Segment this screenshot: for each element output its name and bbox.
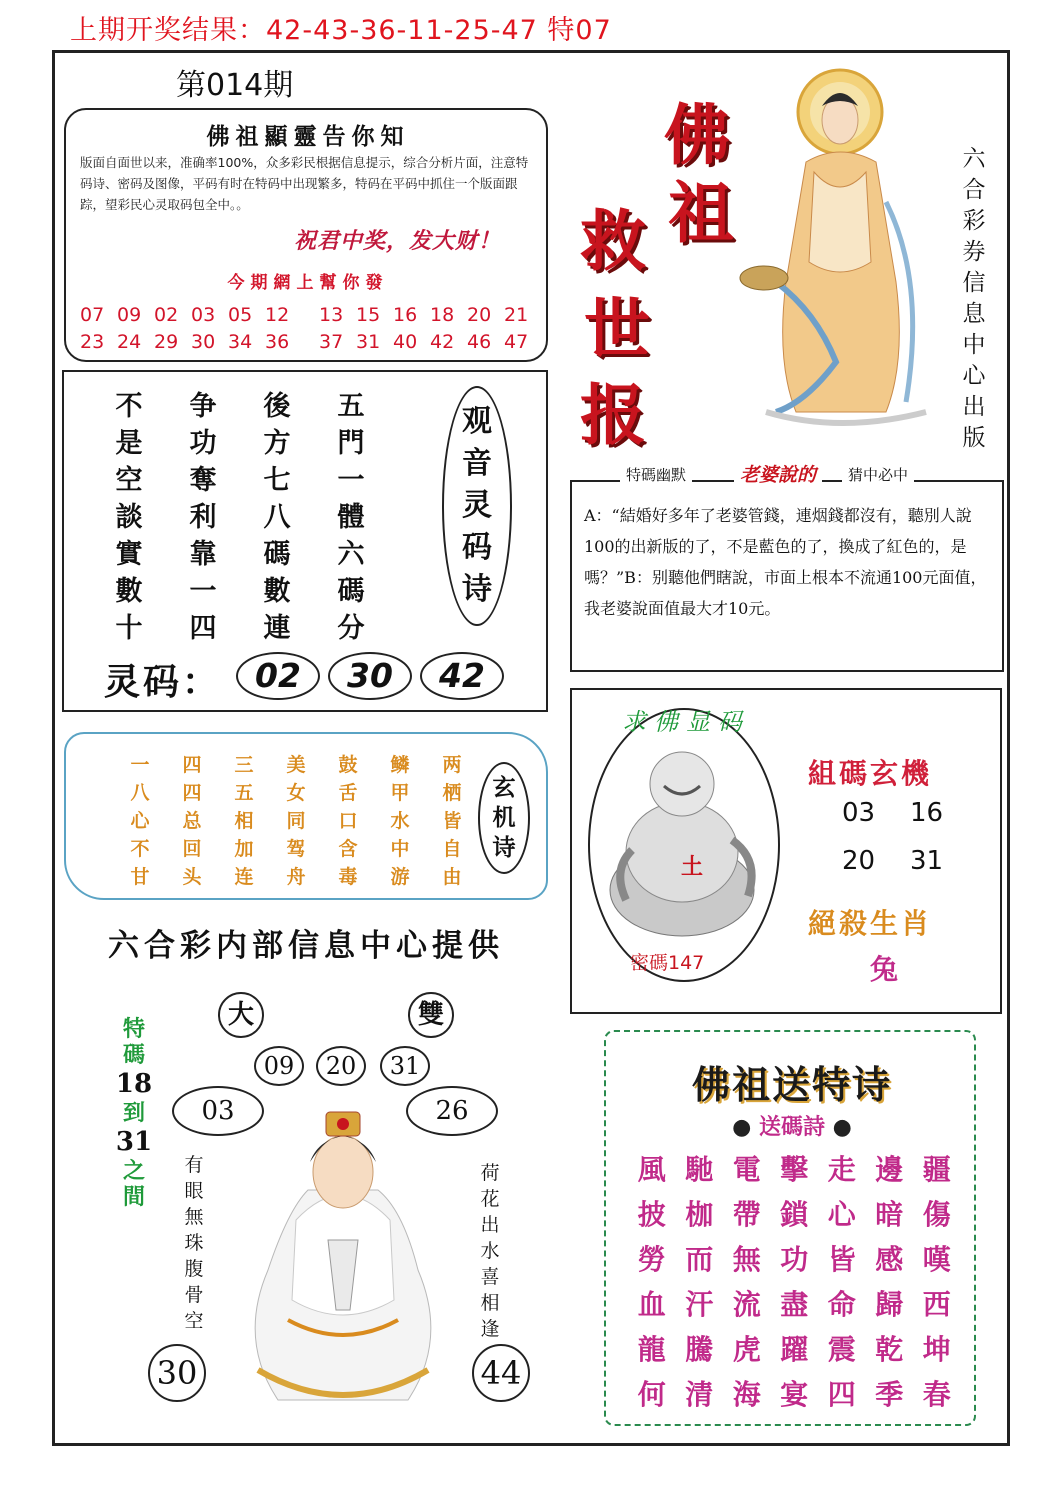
xuanji-char: 毒 <box>338 866 358 888</box>
publisher-char: 合 <box>962 177 986 203</box>
poem-char: 談 <box>115 502 143 533</box>
poem-char: 奪 <box>189 465 217 496</box>
pick-number: 31 <box>356 331 381 353</box>
tema-poem-char: 何 <box>637 1378 666 1411</box>
tema-poem-char: 騰 <box>685 1333 714 1366</box>
tema-poem-char: 宴 <box>780 1378 809 1411</box>
tema-char: 31 <box>115 1127 153 1157</box>
tema-poem-box <box>604 1030 976 1426</box>
tema-poem-char: 帶 <box>732 1198 761 1231</box>
tema-poem-char: 西 <box>922 1288 951 1321</box>
pick-number: 15 <box>356 304 381 326</box>
xuanji-char: 五 <box>234 782 254 804</box>
tema-poem-char: 感 <box>875 1243 904 1276</box>
publisher-char: 信 <box>962 270 986 296</box>
zuma-number: 03 <box>842 798 876 828</box>
xuanji-char: 水 <box>390 810 410 832</box>
tema-poem-char: 躍 <box>780 1333 809 1366</box>
code-poem-box <box>62 370 548 712</box>
secret-code: 密碼147 <box>630 952 705 974</box>
tema-poem-char: 盡 <box>780 1288 809 1321</box>
tema-poem-char: 坤 <box>922 1333 951 1366</box>
xuanji-char: 甘 <box>130 866 150 888</box>
tema-poem-char: 馳 <box>685 1153 714 1186</box>
tema-poem-char: 邊 <box>875 1153 904 1186</box>
oval-char: 玄 <box>492 775 516 801</box>
oval-char: 诗 <box>462 572 492 607</box>
xuanji-char: 甲 <box>390 782 410 804</box>
pick-number: 18 <box>430 304 455 326</box>
poem-char: 七 <box>263 465 291 496</box>
publisher-char: 版 <box>962 425 986 451</box>
poem-char: 六 <box>337 539 365 570</box>
lingma-label: 灵码： <box>104 661 222 703</box>
tema-poem-char: 乾 <box>875 1333 904 1366</box>
poem-char: 一 <box>337 465 365 496</box>
buddha-box <box>570 688 1002 1014</box>
zuma-number: 16 <box>910 798 944 828</box>
poem-char: 五 <box>337 391 365 422</box>
xuanji-char: 中 <box>390 838 410 860</box>
xuanji-char: 含 <box>338 838 358 860</box>
tema-poem-subtitle: ● 送碼詩 ● <box>732 1114 852 1140</box>
publisher-char: 六 <box>962 146 986 172</box>
poem-char: 十 <box>115 613 143 644</box>
number-oval: 09 <box>254 1046 304 1086</box>
pick-number: 16 <box>393 304 418 326</box>
pick-number: 21 <box>504 304 529 326</box>
vertical-char: 出 <box>480 1214 500 1236</box>
zuma-number: 31 <box>910 846 944 876</box>
xuanji-char: 连 <box>234 866 254 888</box>
vertical-char: 腹 <box>184 1258 204 1280</box>
oval-char: 码 <box>462 530 492 565</box>
title-char: 报 <box>580 376 646 454</box>
xuanji-char: 八 <box>130 782 150 804</box>
poem-char: 後 <box>263 391 291 422</box>
xuanji-poem-box <box>64 732 548 900</box>
number-oval: 20 <box>316 1046 366 1086</box>
vertical-char: 荷 <box>480 1162 500 1184</box>
poem-char: 碼 <box>263 539 291 570</box>
joke-text: A：“結婚好多年了老婆管錢，連烟錢都沒有，聽別人說100的出新版的了，不是藍色的了，換成了紅色的，是嗎？”B：别聽他們瞎說，市面上根本不流通100元面值，我老婆說面值最大才10元。 <box>584 506 987 618</box>
vertical-char: 骨 <box>184 1284 204 1306</box>
publisher-char: 心 <box>962 363 986 389</box>
pick-number: 03 <box>191 304 216 326</box>
publisher-char: 息 <box>962 301 986 327</box>
poem-char: 門 <box>337 428 365 459</box>
tema-poem-char: 汗 <box>685 1288 714 1321</box>
vertical-char: 相 <box>480 1292 500 1314</box>
tema-poem-char: 皆 <box>827 1243 856 1276</box>
info-box <box>64 108 548 362</box>
poem-char: 連 <box>263 613 291 644</box>
xuanji-char: 心 <box>130 810 150 832</box>
xuanji-char: 相 <box>234 810 254 832</box>
xuanji-char: 四 <box>182 782 202 804</box>
even-badge: 雙 <box>408 992 454 1038</box>
xuanji-poem-grid <box>114 750 478 890</box>
tema-range <box>114 1016 154 1210</box>
lingma-number: 02 <box>236 652 320 700</box>
tema-poem-char: 電 <box>732 1153 761 1186</box>
tema-poem-char: 龍 <box>637 1333 666 1366</box>
tema-poem-char: 暗 <box>875 1198 904 1231</box>
xuanji-char: 一 <box>130 754 150 776</box>
xuanji-char: 三 <box>234 754 254 776</box>
title-char: 救 <box>580 202 646 280</box>
vertical-char: 珠 <box>184 1232 204 1254</box>
tema-poem-char: 流 <box>732 1288 761 1321</box>
poem-char: 分 <box>337 613 365 644</box>
joke-label-highlight: 老婆說的 <box>734 460 822 487</box>
xuanji-char: 回 <box>182 838 202 860</box>
tema-poem-char: 功 <box>780 1243 809 1276</box>
number-oval: 26 <box>406 1086 498 1136</box>
publisher-char: 出 <box>962 394 986 420</box>
pick-number: 36 <box>265 331 290 353</box>
xuanji-char: 两 <box>442 754 462 776</box>
last-draw-result: 上期开奖结果：42-43-36-11-25-47 特07 <box>70 15 612 46</box>
vertical-char: 空 <box>184 1310 204 1332</box>
tema-poem-char: 歸 <box>875 1288 904 1321</box>
pick-number: 20 <box>467 304 492 326</box>
tema-poem-char: 無 <box>732 1243 761 1276</box>
code-poem-grid <box>92 384 388 643</box>
standing-guanyin-illustration <box>736 62 950 434</box>
oval-char: 音 <box>462 446 492 481</box>
tema-poem-char: 季 <box>875 1378 904 1411</box>
tema-char: 間 <box>122 1184 145 1210</box>
tema-poem-char: 嘆 <box>922 1243 951 1276</box>
big-badge: 大 <box>218 992 264 1038</box>
pick-number: 34 <box>228 331 253 353</box>
number-circle: 30 <box>148 1344 206 1402</box>
info-box-slogan: 祝君中奖，发大财！ <box>294 229 502 254</box>
pick-number: 47 <box>504 331 529 353</box>
zuma-title: 組碼玄機 <box>808 757 933 790</box>
tema-char: 到 <box>122 1100 145 1126</box>
element-label: 土 <box>680 855 703 880</box>
xuanji-char: 不 <box>130 838 150 860</box>
tema-poem-title: 佛祖送特诗 <box>691 1062 892 1107</box>
pick-number: 09 <box>117 304 142 326</box>
poem-char: 是 <box>115 428 143 459</box>
tema-poem-char: 勞 <box>637 1243 666 1276</box>
tema-char: 之 <box>122 1158 145 1184</box>
poem-char: 一 <box>189 576 217 607</box>
number-row-1 <box>80 304 541 326</box>
tema-poem-char: 鎖 <box>780 1198 809 1231</box>
vertical-char: 無 <box>184 1206 204 1228</box>
tema-poem-char: 風 <box>637 1153 666 1186</box>
poem-char: 數 <box>263 576 291 607</box>
pick-number: 05 <box>228 304 253 326</box>
buddha-arc-title: 求佛显码 <box>622 708 750 736</box>
title-char: 佛 <box>664 96 730 174</box>
pick-number: 40 <box>393 331 418 353</box>
seated-guanyin-illustration <box>218 1100 468 1410</box>
pick-number: 07 <box>80 304 105 326</box>
zuma-number: 20 <box>842 846 876 876</box>
poem-char: 八 <box>263 502 291 533</box>
lingma-number: 42 <box>420 652 504 700</box>
jue-sha-title: 絕殺生肖 <box>808 907 933 940</box>
xuanji-char: 舟 <box>286 866 306 888</box>
poem-char: 利 <box>189 502 217 533</box>
poem-char: 功 <box>189 428 217 459</box>
oval-char: 机 <box>492 805 516 831</box>
tema-char: 18 <box>115 1069 153 1099</box>
tema-poem-char: 枷 <box>685 1198 714 1231</box>
xuanji-char: 同 <box>286 810 306 832</box>
number-oval: 31 <box>380 1046 430 1086</box>
vertical-char: 眼 <box>184 1180 204 1202</box>
poem-char: 方 <box>263 428 291 459</box>
title-char: 世 <box>584 290 650 368</box>
left-poem-line <box>182 1152 206 1334</box>
xuanji-poem-oval <box>478 762 530 874</box>
tema-poem-char: 清 <box>685 1378 714 1411</box>
title-char: 祖 <box>668 174 734 252</box>
poem-char: 靠 <box>189 539 217 570</box>
tema-poem-char: 虎 <box>732 1333 761 1366</box>
publisher-char: 券 <box>962 239 986 265</box>
tema-poem-char: 心 <box>827 1198 856 1231</box>
xuanji-char: 加 <box>234 838 254 860</box>
xuanji-char: 口 <box>338 810 358 832</box>
xuanji-char: 头 <box>182 866 202 888</box>
xuanji-char: 舌 <box>338 782 358 804</box>
poem-char: 争 <box>189 391 217 422</box>
joke-label: 猜中必中 <box>842 464 914 485</box>
poem-char: 不 <box>115 391 143 422</box>
pick-number: 42 <box>430 331 455 353</box>
pick-number: 30 <box>191 331 216 353</box>
number-oval: 03 <box>172 1086 264 1136</box>
right-poem-line <box>478 1160 502 1342</box>
pick-number: 02 <box>154 304 179 326</box>
poem-char: 碼 <box>337 576 365 607</box>
tema-poem-char: 春 <box>922 1378 951 1411</box>
joke-box <box>570 480 1004 672</box>
xuanji-char: 驾 <box>286 838 306 860</box>
pick-number: 13 <box>319 304 344 326</box>
pick-number: 23 <box>80 331 105 353</box>
tema-char: 碼 <box>122 1042 145 1068</box>
vertical-char: 逢 <box>480 1318 500 1340</box>
tema-poem-char: 而 <box>685 1243 714 1276</box>
oval-char: 诗 <box>492 835 516 861</box>
info-box-title: 佛祖顯靈告你知 <box>206 123 410 150</box>
tema-poem-grid <box>628 1148 961 1418</box>
pick-number: 46 <box>467 331 492 353</box>
poem-char: 體 <box>337 502 365 533</box>
xuanji-char: 游 <box>390 866 410 888</box>
oval-char: 观 <box>462 404 492 439</box>
tema-poem-char: 震 <box>827 1333 856 1366</box>
oval-char: 灵 <box>462 488 492 523</box>
poem-char: 數 <box>115 576 143 607</box>
poem-char: 空 <box>115 465 143 496</box>
tema-poem-char: 命 <box>827 1288 856 1321</box>
vertical-char: 花 <box>480 1188 500 1210</box>
xuanji-char: 栖 <box>442 782 462 804</box>
guanyin-poem-oval <box>442 386 512 626</box>
jue-sha-zodiac: 兔 <box>870 953 899 986</box>
number-row-2 <box>80 331 541 353</box>
poem-char: 實 <box>115 539 143 570</box>
publisher-char: 彩 <box>962 208 986 234</box>
pick-number: 24 <box>117 331 142 353</box>
poem-char: 四 <box>189 613 217 644</box>
vertical-char: 有 <box>184 1154 204 1176</box>
vertical-char: 喜 <box>480 1266 500 1288</box>
pick-number: 29 <box>154 331 179 353</box>
tema-poem-char: 披 <box>637 1198 666 1231</box>
tema-poem-subtitle-text: 送碼詩 <box>758 1114 825 1140</box>
vertical-char: 水 <box>480 1240 500 1262</box>
tema-poem-char: 擊 <box>780 1153 809 1186</box>
xuanji-char: 鳞 <box>390 754 410 776</box>
tema-poem-char: 血 <box>637 1288 666 1321</box>
xuanji-char: 总 <box>182 810 202 832</box>
xuanji-char: 自 <box>442 838 462 860</box>
number-circle: 44 <box>472 1344 530 1402</box>
xuanji-char: 四 <box>182 754 202 776</box>
publisher-vertical <box>958 144 990 454</box>
provider-line: 六合彩内部信息中心提供 <box>108 928 504 964</box>
tema-poem-char: 海 <box>732 1378 761 1411</box>
tema-poem-char: 走 <box>827 1153 856 1186</box>
issue-number: 第014期 <box>176 68 294 103</box>
xuanji-char: 鼓 <box>338 754 358 776</box>
xuanji-char: 皆 <box>442 810 462 832</box>
pick-number: 12 <box>265 304 290 326</box>
xuanji-char: 由 <box>442 866 462 888</box>
laughing-buddha-illustration <box>602 740 768 940</box>
publisher-char: 中 <box>962 332 986 358</box>
tema-poem-char: 傷 <box>922 1198 951 1231</box>
xuanji-char: 女 <box>286 782 306 804</box>
tema-poem-char: 四 <box>827 1378 856 1411</box>
tema-char: 特 <box>122 1016 145 1042</box>
pick-number: 37 <box>319 331 344 353</box>
joke-label: 特碼幽默 <box>620 464 692 485</box>
tema-poem-char: 疆 <box>922 1153 951 1186</box>
info-box-subtitle: 今期網上幫你發 <box>227 273 389 293</box>
info-box-text: 版面自面世以来，准确率100%，众多彩民根据信息提示，综合分析片面，注意特码诗、密码及图像，平码有时在特码中出现繁多，特码在平码中抓住一个版面跟踪，望彩民心灵取码包全中。。 <box>80 155 529 212</box>
lingma-number: 30 <box>328 652 412 700</box>
xuanji-char: 美 <box>286 754 306 776</box>
